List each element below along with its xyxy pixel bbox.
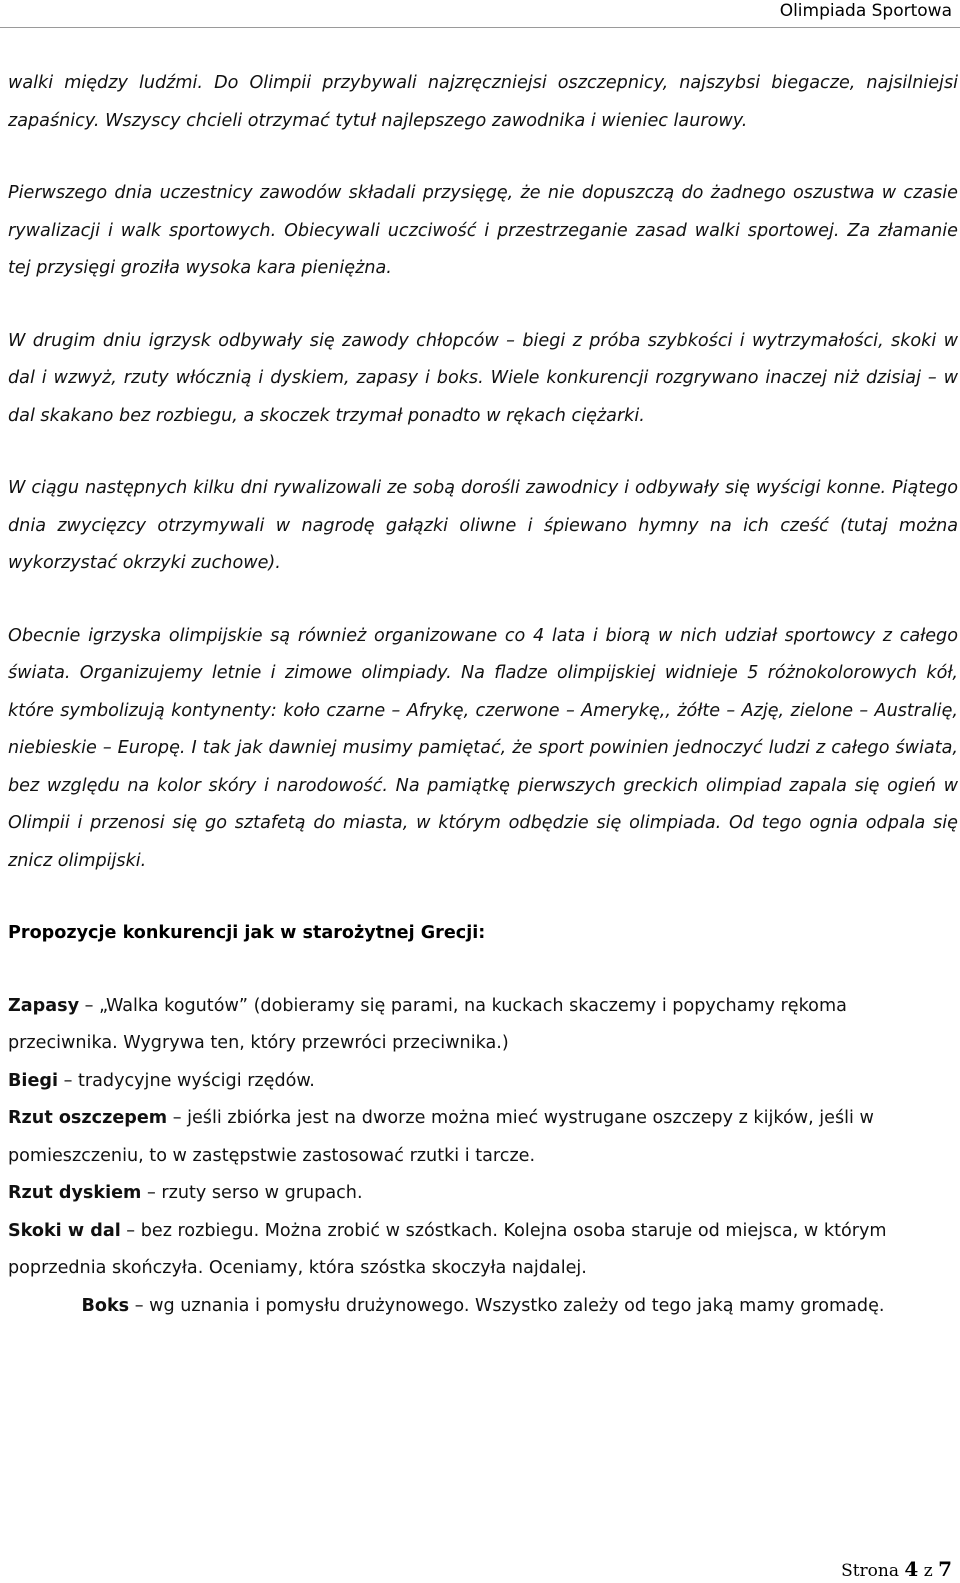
competition-desc: – bez rozbiegu. Można zrobić w szóstkach. Kolejna osoba staruje od miejsca, w którym poprzednia skończyła. Oceniamy, która szóstka skoczyła najdalej. (8, 1220, 887, 1278)
competition-desc: – rzuty serso w grupach. (141, 1183, 363, 1203)
competition-item-zapasy (8, 988, 958, 1063)
current-page-number: 4 (904, 1557, 919, 1581)
competition-item-biegi (8, 1063, 958, 1101)
paragraph-gap (8, 140, 958, 175)
paragraph-3: W drugim dniu igrzysk odbywały się zawody chłopców – biegi z próba szybkości i wytrzymałości, skoki w dal i wzwyż, rzuty włócznią i dyskiem, zapasy i boks. Wiele konkurencji rozgrywano inaczej niż dzisiaj – w dal skakano bez rozbiegu, a skoczek trzymał ponadto w rękach ciężarki. (8, 330, 958, 426)
competition-name: Rzut dyskiem (8, 1183, 142, 1203)
paragraph-4: W ciągu następnych kilku dni rywalizowali ze sobą dorośli zawodnicy i odbywały się wyścigi konne. Piątego dnia zwycięzcy otrzymywali w nagrodę gałązki oliwne i śpiewano hymny na ich cześć (tutaj można wykorzystać okrzyki zuchowe). (8, 478, 958, 573)
paragraph-gap (8, 288, 958, 323)
header-divider (0, 27, 960, 28)
competition-desc: – „Walka kogutów” (dobieramy się parami, na kuckach skaczemy i popychamy rękoma przeciwnika. Wygrywa ten, który przewróci przeciwnika.) (8, 995, 847, 1053)
paragraph-5: Obecnie igrzyska olimpijskie są również organizowane co 4 lata i biorą w nich udział sportowcy z całego świata. Organizujemy letnie i zimowe olimpiady. Na fladze olimpijskiej widnieje 5 różnokolorowych kół, które symbolizują kontynenty: koło czarne – Afrykę, czerwone – Amerykę,, żółte – Azję, zielone – Australię, niebieskie – Europę. I tak jak dawniej musimy pamiętać, że sport powinien jednoczyć ludzi z całego świata, bez względu na kolor skóry i narodowość. Na pamiątkę pierwszych greckich olimpiad zapala się ogień w Olimpii i przenosi się go sztafetą do miasta, w którym odbędzie się olimpiada. Od tego ognia odpala się znicz olimpijski. (8, 625, 958, 871)
paragraph-gap (8, 880, 958, 915)
paragraph-gap (8, 953, 958, 988)
competition-desc: – jeśli zbiórka jest na dworze można mieć wystrugane oszczepy z kijków, jeśli w pomieszczeniu, to w zastępstwie zastosować rzutki i tarcze. (8, 1108, 874, 1166)
page-number-footer (841, 1557, 952, 1581)
competition-item-rzut-dyskiem (8, 1175, 958, 1213)
paragraph-gap (8, 435, 958, 470)
competition-item-skoki-w-dal (8, 1213, 958, 1288)
paragraph-1: walki między ludźmi. Do Olimpii przybywali najzręczniejsi oszczepnicy, najszybsi biegacze, najsilniejsi zapaśnicy. Wszyscy chcieli otrzymać tytuł najlepszego zawodnika i wieniec laurowy. (8, 73, 958, 131)
paragraph-2: Pierwszego dnia uczestnicy zawodów składali przysięgę, że nie dopuszczą do żadnego oszustwa w czasie rywalizacji i walk sportowych. Obiecywali uczciwość i przestrzeganie zasad walki sportowej. Za złamanie tej przysięgi groziła wysoka kara pieniężna. (8, 183, 958, 278)
footer-prefix: Strona (841, 1561, 905, 1581)
competition-name: Biegi (8, 1070, 58, 1091)
competition-item-rzut-oszczepem (8, 1100, 958, 1175)
total-pages-number: 7 (938, 1557, 952, 1581)
section-heading: Propozycje konkurencji jak w starożytnej Grecji: (8, 923, 486, 943)
running-header-title: Olimpiada Sportowa (779, 1, 952, 21)
document-body (8, 65, 958, 1318)
competition-name: Zapasy (8, 995, 80, 1016)
competition-name: Skoki w dal (8, 1220, 121, 1241)
competition-desc: – wg uznania i pomysłu drużynowego. Wszystko zależy od tego jaką mamy gromadę. (129, 1295, 885, 1316)
competition-desc: – tradycyjne wyścigi rzędów. (58, 1070, 315, 1091)
paragraph-gap (8, 583, 958, 618)
competition-item-boks (8, 1288, 958, 1318)
competition-name: Boks (81, 1295, 130, 1316)
footer-middle: z (918, 1561, 939, 1581)
competition-name: Rzut oszczepem (8, 1108, 168, 1128)
